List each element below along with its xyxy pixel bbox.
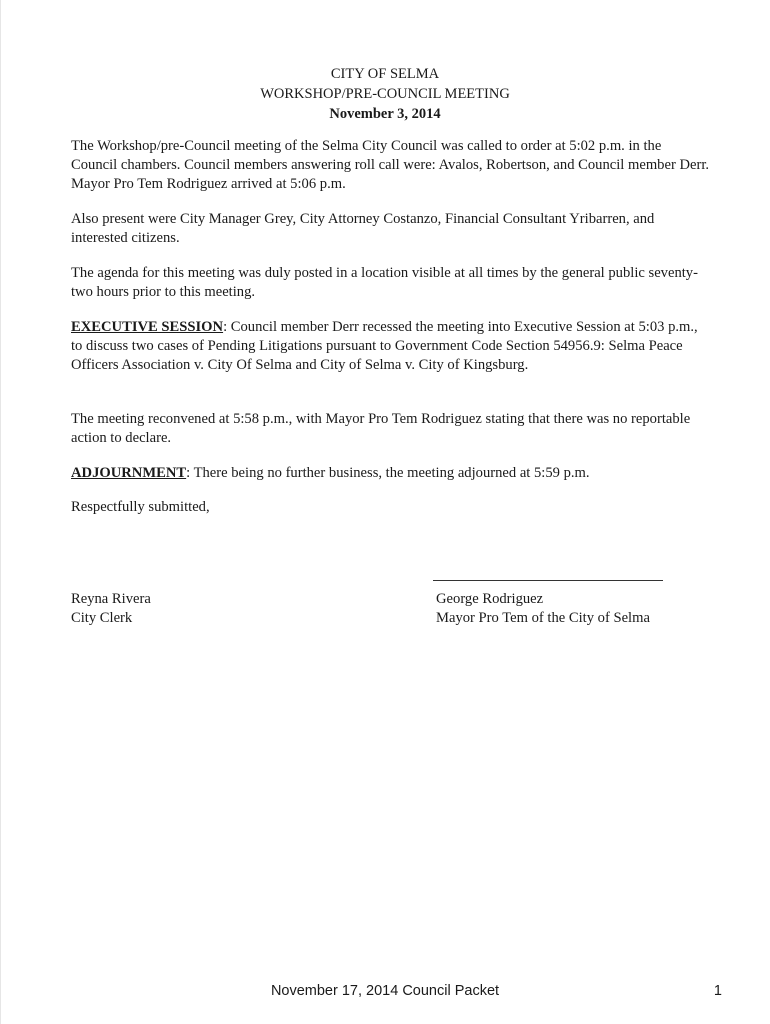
- footer-packet-label: November 17, 2014 Council Packet: [270, 983, 500, 999]
- paragraph-also-present: Also present were City Manager Grey, City Attorney Costanzo, Financial Consultant Yribarren, and interested citizens.: [71, 211, 655, 246]
- left-signer-name: Reyna Rivera: [71, 591, 151, 607]
- footer-page-number: 1: [713, 983, 722, 999]
- closing-line: Respectfully submitted,: [71, 499, 210, 515]
- header-date: November 3, 2014: [329, 106, 441, 122]
- executive-session-heading: EXECUTIVE SESSION: [71, 319, 224, 335]
- right-signer-name: George Rodriguez: [436, 591, 544, 607]
- signature-block-right: [436, 590, 650, 628]
- paragraph-agenda-posted: The agenda for this meeting was duly posted in a location visible at all times by the general public seventy-two hours prior to this meeting.: [71, 265, 698, 300]
- signature-block-left: [71, 590, 151, 628]
- paragraph-reconvened: The meeting reconvened at 5:58 p.m., with Mayor Pro Tem Rodriguez stating that there was no reportable action to declare.: [71, 411, 691, 446]
- executive-session-text: : Council member Derr recessed the meeting into Executive Session at 5:03 p.m., to discuss two cases of Pending Litigations pursuant to Government Code Section 54956.9: Selma Peace Officers Association v. City Of Selma and City of Selma v. City of Kingsburg.: [71, 319, 698, 373]
- paragraph-adjournment: [71, 464, 711, 483]
- left-signer-title: City Clerk: [71, 610, 133, 626]
- right-signer-title: Mayor Pro Tem of the City of Selma: [436, 610, 650, 626]
- header-city: CITY OF SELMA: [330, 66, 440, 82]
- page-edge: [0, 0, 1, 1024]
- paragraph-call-to-order: The Workshop/pre-Council meeting of the Selma City Council was called to order at 5:02 p.m. in the Council chambers. Council members answering roll call were: Avalos, Robertson, and Council member Derr. Mayor Pro Tem Rodriguez arrived at 5:06 p.m.: [71, 138, 710, 192]
- paragraph-executive-session: [71, 318, 711, 375]
- document-header: [0, 64, 770, 124]
- adjournment-text: : There being no further business, the meeting adjourned at 5:59 p.m.: [186, 465, 590, 481]
- header-meeting-type: WORKSHOP/PRE-COUNCIL MEETING: [260, 86, 510, 102]
- signature-line: [433, 580, 663, 581]
- adjournment-heading: ADJOURNMENT: [71, 465, 187, 481]
